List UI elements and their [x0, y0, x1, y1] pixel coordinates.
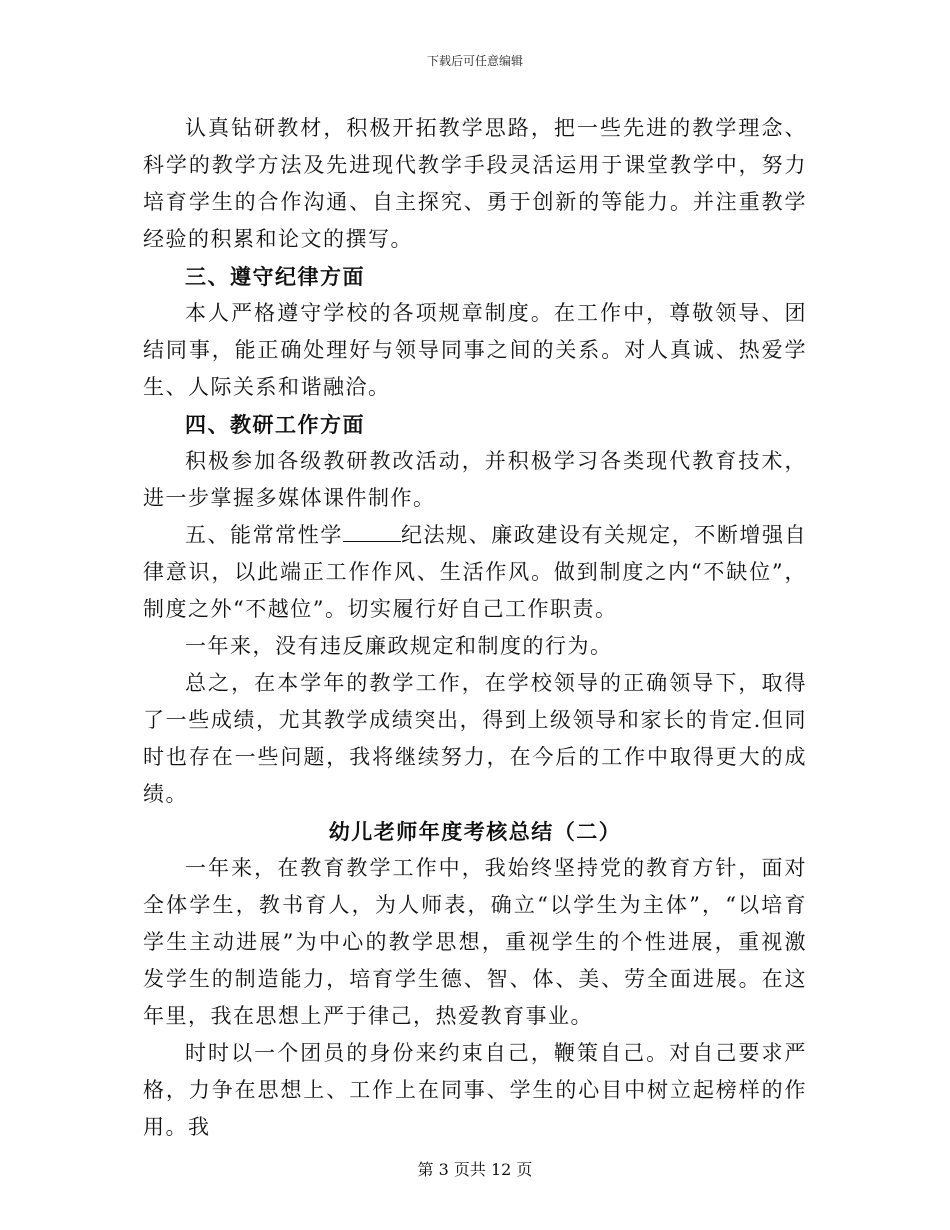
paragraph-teaching-research: 认真钻研教材，积极开拓教学思路，把一些先进的教学理念、科学的教学方法及先进现代教学手段灵活运用于课堂教学中，努力培育学生的合作沟通、自主探究、勇于创新的等能力。并注重教学经验的积累和论文的撰写。 — [143, 116, 807, 251]
paragraph-discipline: 本人严格遵守学校的各项规章制度。在工作中，尊敬领导、团结同事，能正确处理好与领导同事之间的关系。对人真诚、热爱学生、人际关系和谐融洽。 — [143, 301, 807, 399]
page-number: 第 3 页共 12 页 — [417, 1160, 533, 1179]
section-title-part-two: 幼儿老师年度考核总结（二） — [328, 819, 622, 844]
paragraph-year-review: 一年来，在教育教学工作中，我始终坚持党的教育方针，面对全体学生，教书育人，为人师表，确立“以学生为主体”，“以培育学生主动进展”为中心的教学思想，重视学生的个性进展，重视激发学生的制造能力，培育学生德、智、体、美、劳全面进展。在这年里，我在思想上严于律己，热爱教育事业。 — [143, 856, 807, 1028]
blank-underline — [343, 540, 401, 542]
paragraph-integrity — [143, 517, 807, 628]
section-heading-discipline: 三、遵守纪律方面 — [185, 264, 365, 289]
paragraph-conclusion: 总之，在本学年的教学工作，在学校领导的正确领导下，取得了一些成绩，尤其教学成绩突出，得到上级领导和家长的肯定.但同时也存在一些问题，我将继续努力，在今后的工作中取得更大的成绩。 — [143, 671, 807, 806]
section-heading-research-work: 四、教研工作方面 — [185, 412, 365, 437]
document-body — [143, 110, 807, 1146]
paragraph-research-work: 积极参加各级教研教改活动，并积极学习各类现代教育技术，进一步掌握多媒体课件制作。 — [143, 449, 807, 510]
paragraph-self-discipline: 时时以一个团员的身份来约束自己，鞭策自己。对自己要求严格，力争在思想上、工作上在同事、学生的心目中树立起榜样的作用。我 — [143, 1041, 807, 1139]
paragraph-no-violation: 一年来，没有违反廉政规定和制度的行为。 — [185, 634, 613, 658]
paragraph-integrity-start: 五、能常常性学 — [185, 523, 343, 547]
header-note: 下载后可任意编辑 — [426, 54, 523, 68]
paragraph-integrity-rest: 纪法规、廉政建设有关规定，不断增强自律意识，以此端正工作作风、生活作风。做到制度之内“不缺位”，制度之外“不越位”。切实履行好自己工作职责。 — [143, 523, 808, 621]
